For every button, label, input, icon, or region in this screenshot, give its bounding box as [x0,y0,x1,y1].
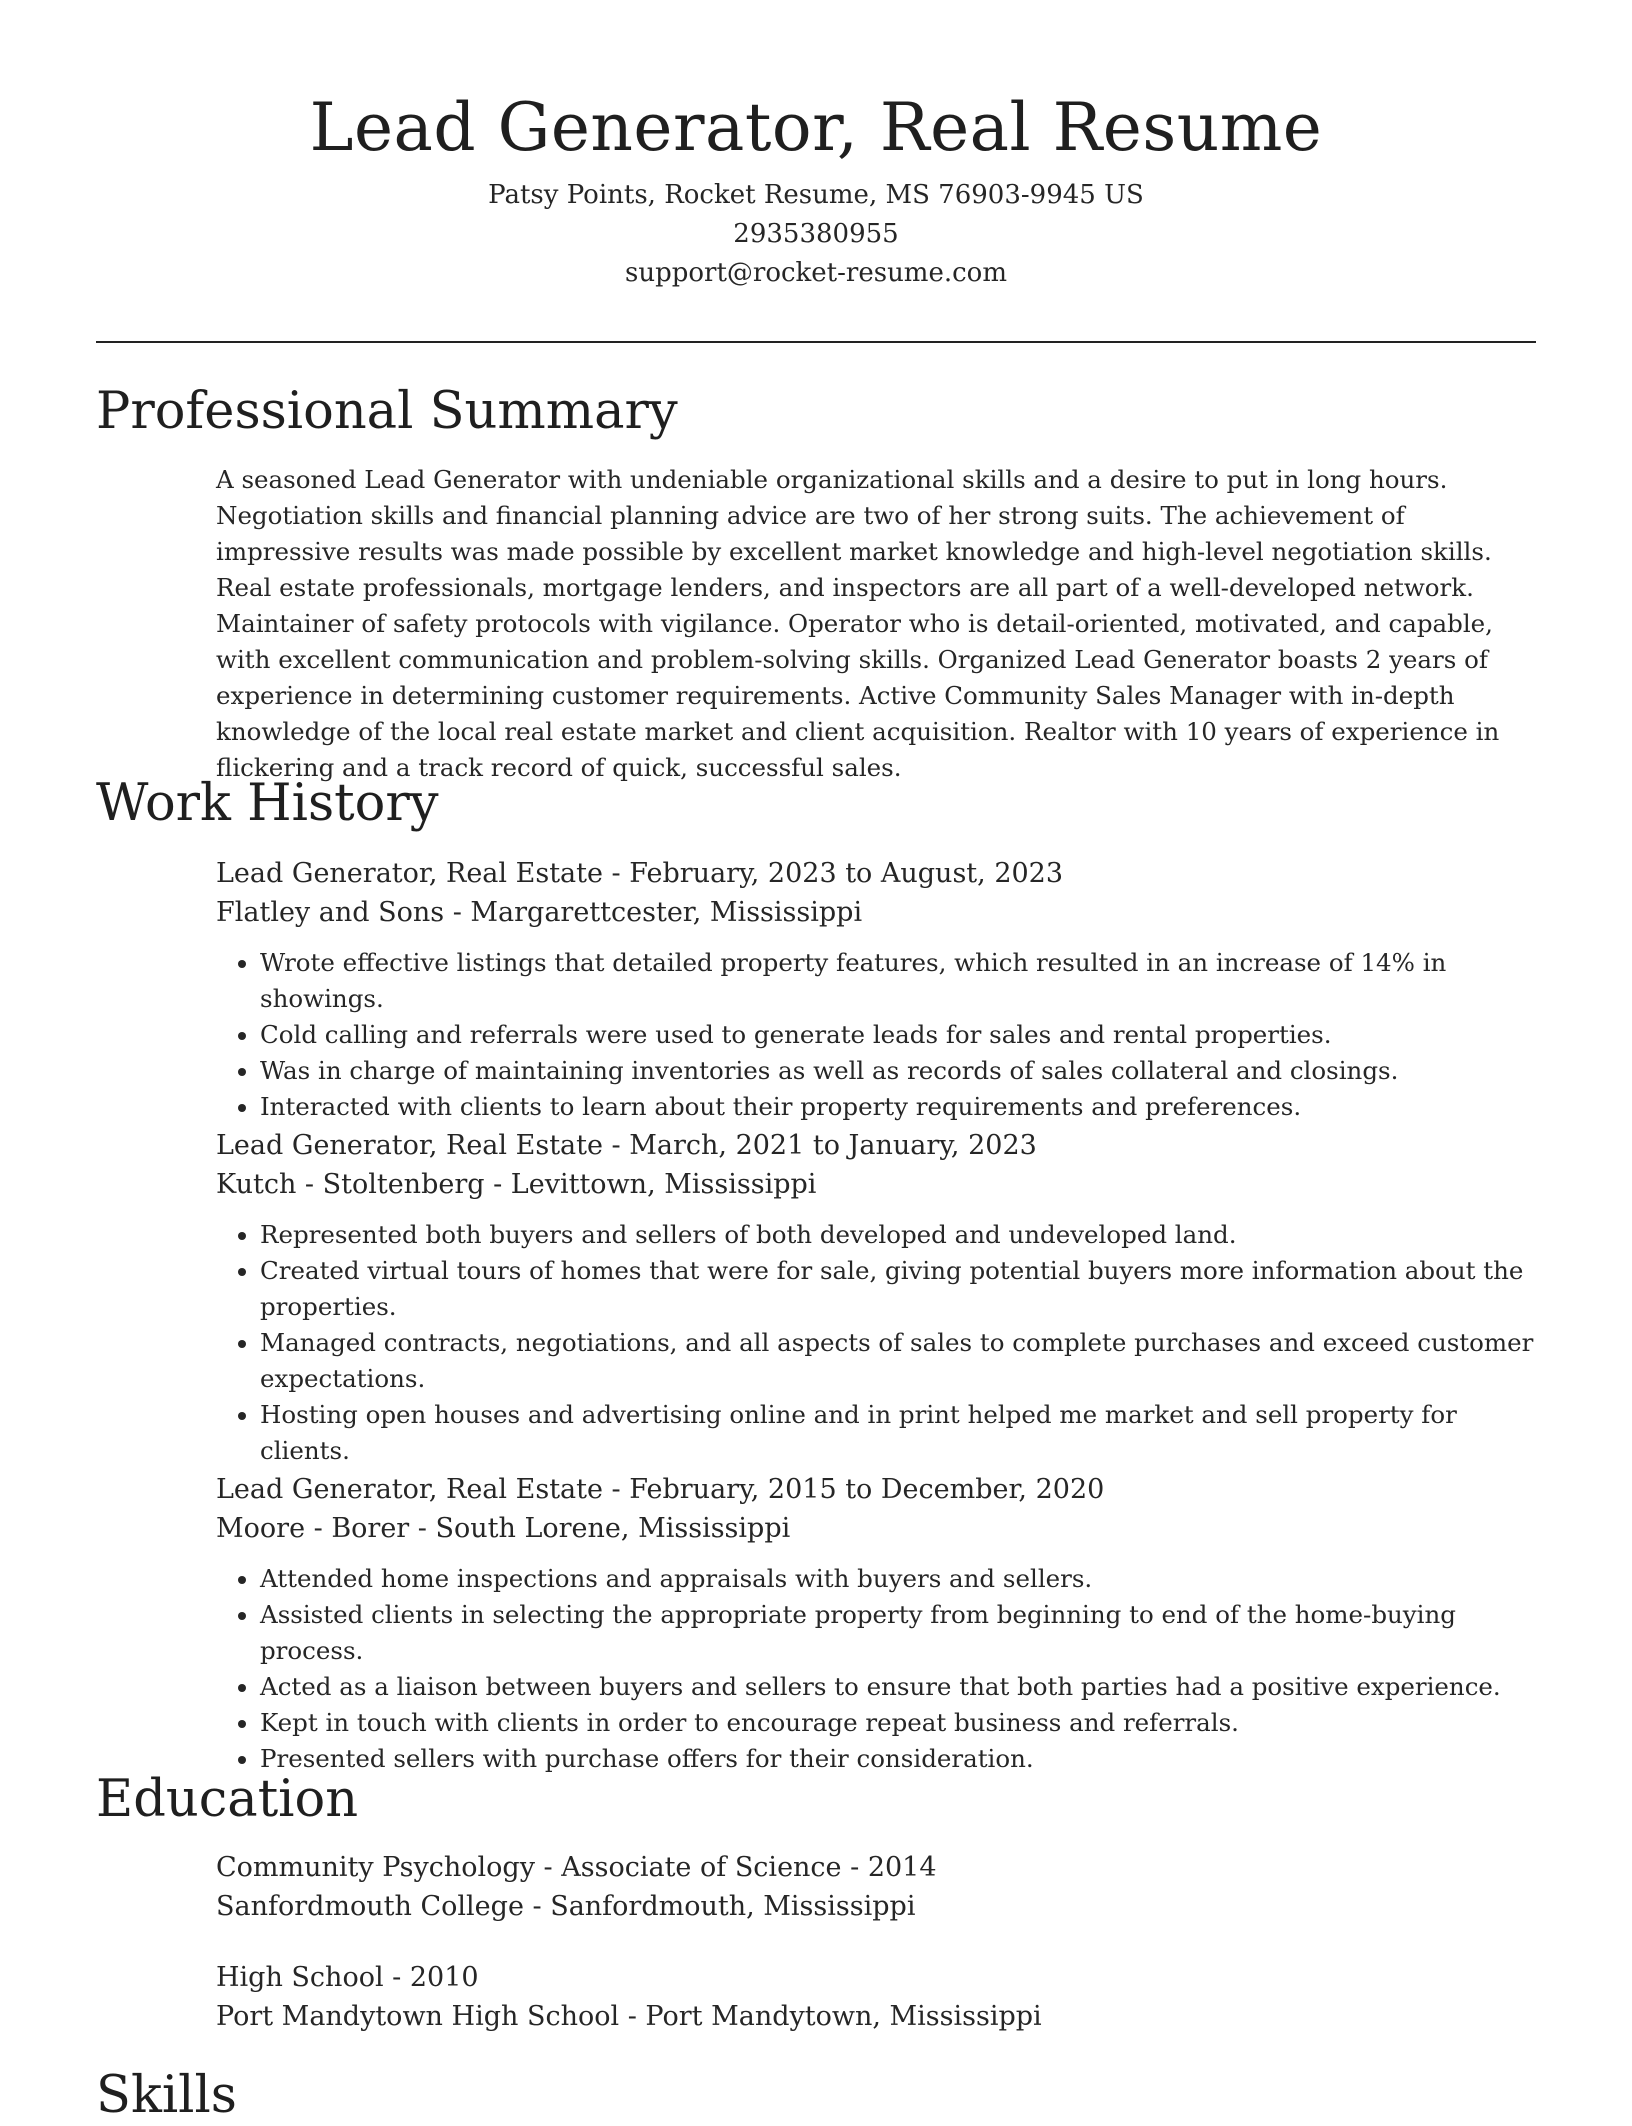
summary-text: A seasoned Lead Generator with undeniable organizational skills and a desire to put in long hours. Negotiation skills and financial planning advice are two of her strong suits. The achievement of impressive results was made possible by excellent market knowledge and high-level negotiation skills. Real estate professionals, mortgage lenders, and inspectors are all part of a well-developed network. Maintainer of safety protocols with vigilance. Operator who is detail-oriented, motivated, and capable, with excellent communication and problem-solving skills. Organized Lead Generator boasts 2 years of experience in determining customer requirements. Active Community Sales Manager with in-depth knowledge of the local real estate market and client acquisition. Realtor with 10 years of experience in flickering and a track record of quick, successful sales. [216,465,1500,782]
job-bullet: • Wrote effective listings that detailed property features, which resulted in an increase of 14% in showings. [260,945,1536,1017]
education-degree-line: Community Psychology - Associate of Science - 2014 [216,1852,937,1883]
job-bullet: • Cold calling and referrals were used to generate leads for sales and rental properties. [260,1017,1536,1053]
job-bullet: • Hosting open houses and advertising online and in print helped me market and sell property for clients. [260,1397,1536,1469]
job-bullet: • Managed contracts, negotiations, and all aspects of sales to complete purchases and exceed customer expectations. [260,1325,1536,1397]
job-company-line: Moore - Borer - South Lorene, Mississippi [216,1513,791,1544]
job-bullet: • Represented both buyers and sellers of both developed and undeveloped land. [260,1217,1536,1253]
resume-header [96,80,1536,293]
education-degree-line: High School - 2010 [216,1962,479,1993]
job-bullets [216,1561,1536,1777]
job-title-line: Lead Generator, Real Estate - February, 2023 to August, 2023 [216,858,1064,889]
job-title-line: Lead Generator, Real Estate - February, 2015 to December, 2020 [216,1474,1105,1505]
job-bullet: • Attended home inspections and appraisals with buyers and sellers. [260,1561,1536,1597]
skills-heading: Skills [96,2066,237,2125]
job-entry-1 [216,854,1536,1125]
education-school-line: Sanfordmouth College - Sanfordmouth, Mississippi [216,1891,916,1922]
summary-section [216,462,1536,786]
education-heading: Education [96,1770,359,1829]
education-school-line: Port Mandytown High School - Port Mandytown, Mississippi [216,2001,1042,2032]
job-title-line: Lead Generator, Real Estate - March, 2021 to January, 2023 [216,1130,1037,1161]
job-entry-3 [216,1470,1536,1777]
education-entry-2 [216,1958,1536,2036]
education-entry-1 [216,1848,1536,1926]
job-bullet: • Acted as a liaison between buyers and sellers to ensure that both parties had a positive experience. [260,1669,1536,1705]
job-bullet: • Presented sellers with purchase offers for their consideration. [260,1741,1536,1777]
job-bullet: • Kept in touch with clients in order to encourage repeat business and referrals. [260,1705,1536,1741]
job-bullet: • Created virtual tours of homes that were for sale, giving potential buyers more information about the properties. [260,1253,1536,1325]
summary-heading: Professional Summary [96,382,678,441]
contact-address: Patsy Points, Rocket Resume, MS 76903-9945 US [488,180,1144,210]
header-divider [96,341,1536,343]
job-bullet: • Interacted with clients to learn about their property requirements and preferences. [260,1089,1536,1125]
contact-block [96,176,1536,293]
job-company-line: Flatley and Sons - Margarettcester, Mississippi [216,897,863,928]
job-company-line: Kutch - Stoltenberg - Levittown, Mississippi [216,1169,817,1200]
job-entry-2 [216,1126,1536,1469]
job-bullet: • Was in charge of maintaining inventories as well as records of sales collateral and closings. [260,1053,1536,1089]
resume-name: Lead Generator, Real Resume [309,89,1323,166]
job-bullets [216,1217,1536,1469]
contact-phone: 2935380955 [733,219,899,249]
work-history-heading: Work History [96,774,439,833]
job-bullets [216,945,1536,1125]
job-bullet: • Assisted clients in selecting the appropriate property from beginning to end of the home-buying process. [260,1597,1536,1669]
contact-email: support@rocket-resume.com [624,258,1007,288]
